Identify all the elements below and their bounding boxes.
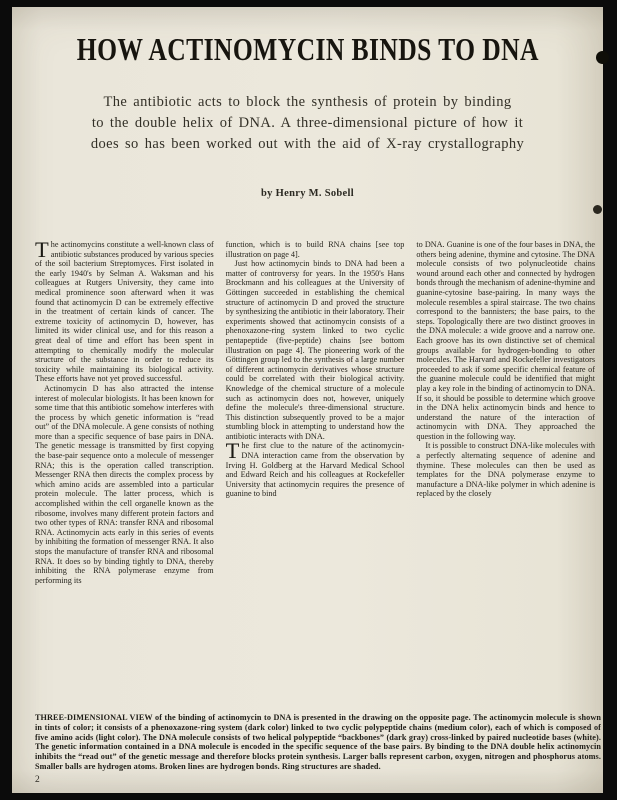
paragraph: It is possible to construct DNA-like molecules with a perfectly alternating sequence of adenine and thymine. These molecules can then be used as templates for the DNA polymerase enzyme to manufacture a DNA-like polymer in which adenine is replaced by the closely — [416, 441, 595, 499]
subtitle-line: to the double helix of DNA. A three-dimensional picture of how it — [91, 115, 524, 131]
column-3 — [416, 240, 595, 705]
paragraph — [225, 438, 405, 499]
title-block — [12, 7, 603, 68]
paragraph-text: he actinomycins constitute a well-known class of antibiotic substances produced by various species of the soil bacterium Streptomyces. First isolated in the early 1940's by Selman A. Waksman and his colleagues at Rutgers University, they came into medical prominence soon afterward when it was found that actinomycin D can be extremely effective in the treatment of certain kinds of cancer. The extreme toxicity of actinomycin D, however, has limited its wider clinical use, and for this reason a great deal of time and effort has been spent in attempting to chemically modify the molecular structure of the substance in order to reduce its toxicity while maintaining its biological activity. These efforts have not yet proved successful. — [35, 240, 214, 384]
page-number: 2 — [35, 775, 40, 785]
subtitle-line: does so has been worked out with the aid of X-ray crystallography — [90, 136, 525, 152]
punch-hole — [596, 51, 609, 64]
article-body — [35, 240, 595, 705]
illustration-caption: THREE-DIMENSIONAL VIEW of the binding of actinomycin to DNA is presented in the drawing on the opposite page. The actinomycin molecule is shown in tints of color; it consists of a phenoxazone-ring system (dark color) linked to two cyclic polypeptide chains (medium color), each of which is composed of five amino acids (light color). The DNA molecule consists of two helical polypeptide “backbones” (dark gray) cross-linked by paired nucleotide bases (white). The genetic information contained in a DNA molecule is encoded in the specific sequence of the base pairs. By binding to the DNA double helix actinomycin inhibits the “read out” of the genetic message and therefore blocks protein synthesis. Larger balls represent carbon, oxygen, nitrogen and phosphorus atoms. Smaller balls are hydrogen atoms. Broken lines are hydrogen bonds. Ring structures are shaded. — [35, 713, 601, 771]
article-subtitle — [12, 92, 603, 155]
paragraph — [35, 240, 214, 384]
dropcap-letter: T — [35, 240, 49, 262]
column-1 — [35, 240, 214, 705]
dropcap-letter: T — [225, 438, 240, 464]
scanned-page — [12, 7, 603, 793]
paragraph: Actinomycin D has also attracted the intense interest of molecular biologists. It has been known for some time that this antibiotic somehow interferes with the process by which genetic information is “read out” of the DNA molecule. A gene consists of nothing more than a specific sequence of base pairs in DNA. The genetic message is transmitted by first copying the base-pair sequence onto a molecule of messenger RNA; this is the operation called transcription. Messenger RNA then directs the complex process by which amino acids are assembled into a particular protein molecule. The latter process, which is accomplished within the cell organelle known as the ribosome, involves many different protein factors and two other types of RNA: transfer RNA and ribosomal RNA. Actinomycin acts early in this series of events by inhibiting the formation of messenger RNA. It also stops the manufacture of transfer RNA and ribosomal RNA. It does so by binding tightly to DNA, thereby inhibiting the RNA polymerase enzyme from performing its — [35, 383, 214, 585]
subtitle-line: The antibiotic acts to block the synthesis of protein by binding — [103, 94, 512, 110]
byline: by Henry M. Sobell — [261, 188, 354, 199]
paragraph: to DNA. Guanine is one of the four bases in DNA, the others being adenine, thymine and cytosine. The DNA molecule consists of two polynucleotide chains wound around each other and connected by hydrogen bonds through the mechanism of adenine-thymine and guanine-cytosine base-pairing. In many ways the molecule resembles a spiral staircase. The two chains correspond to the bannisters; the base pairs, to the steps. Topologically there are two distinct grooves in the DNA molecule: a wide groove and a narrow one. Each groove has its own distinctive set of chemical groups available for hydrogen-bonding to other molecules. The Harvard and Rockefeller investigators proceeded to ask if some specific chemical feature of the guanine molecule could be identified that might play a key role in the binding of actinomycin to DNA. If so, it should be possible to determine which groove in the DNA helix actinomycin binds and hence to understand the nature of the interaction of actinomycin with DNA. They approached the question in the following way. — [416, 240, 595, 441]
paragraph-text: he first clue to the nature of the actinomycin-DNA interaction came from the observation by Irving H. Goldberg at the Harvard Medical School and Edward Reich and his colleagues at Rockefeller University that actinomycin requires the presence of guanine to bind — [225, 441, 405, 499]
punch-hole — [593, 205, 602, 214]
paragraph: Just how actinomycin binds to DNA had been a matter of controversy for years. In the 1950's Hans Brockmann and his colleagues at the University of Göttingen succeeded in establishing the chemical structure of actinomycin D and proved the structure by synthesizing the antibiotic in their laboratory. Their experiments showed that actinomycin consists of a phenoxazone-ring system linked to two cyclic pentapeptide (five-peptide) chains [see bottom illustration on page 4]. The pioneering work of the Göttingen group led to the synthesis of a large number of different actinomycin derivatives whose structure could be correlated with their biological activity. Knowledge of the chemical structure of a molecule such as actinomycin does not, however, uniquely define the molecule's three-dimensional structure. This distinction subsequently proved to be a major stumbling block in attempting to understand how the antibiotic interacts with DNA. — [225, 259, 405, 441]
page-title: HOW ACTINOMYCIN BINDS TO DNA — [76, 31, 539, 67]
column-2 — [226, 240, 405, 705]
paragraph: function, which is to build RNA chains [see top illustration on page 4]. — [225, 240, 405, 259]
